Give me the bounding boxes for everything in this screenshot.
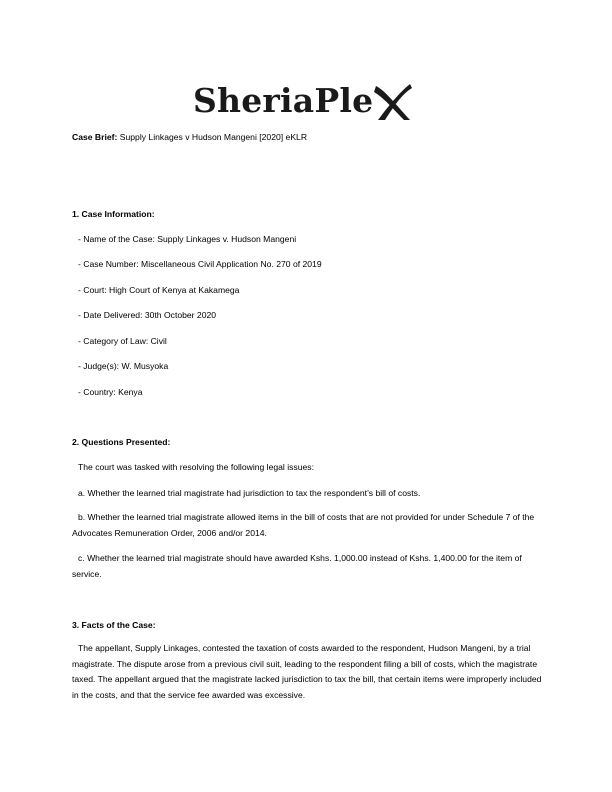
section-questions-presented-title: 2. Questions Presented: (72, 437, 171, 447)
facts-body: The appellant, Supply Linkages, contested the taxation of costs awarded to the respondent, Hudson Mangeni, by a trial magistrate. The dispute arose from a previous civil suit, leading to the respondent filing a bill of costs, which the magistrate taxed. The appellant argued that the magistrate lacked jurisdiction to tax the bill, that certain items were improperly included in the costs, and that the service fee awarded was excessive. (72, 643, 542, 700)
case-info-item: - Case Number: Miscellaneous Civil Application No. 270 of 2019 (78, 259, 322, 269)
case-info-item: - Category of Law: Civil (78, 336, 167, 346)
case-info-item: - Date Delivered: 30th October 2020 (78, 310, 217, 320)
case-info-item: - Country: Kenya (78, 387, 143, 397)
case-brief-label: Case Brief: (72, 132, 118, 142)
section-case-information-title: 1. Case Information: (72, 209, 155, 219)
x-swoosh-logo-mark-icon (374, 82, 412, 122)
sheriaplex-logo (193, 78, 412, 122)
section-facts-title: 3. Facts of the Case: (72, 620, 156, 630)
case-brief-title: Supply Linkages v Hudson Mangeni [2020] eKLR (117, 132, 308, 142)
question-a: a. Whether the learned trial magistrate had jurisdiction to tax the respondent’s bill of costs. (78, 488, 421, 498)
question-c: c. Whether the learned trial magistrate should have awarded Kshs. 1,000.00 instead of Kshs. 1,400.00 for the item of service. (72, 553, 522, 579)
questions-intro: The court was tasked with resolving the following legal issues: (78, 462, 314, 472)
case-brief-heading (72, 132, 307, 142)
question-b: b. Whether the learned trial magistrate allowed items in the bill of costs that are not provided for under Schedule 7 of the Advocates Remuneration Order, 2006 and/or 2014. (72, 512, 535, 538)
case-info-item: - Name of the Case: Supply Linkages v. Hudson Mangeni (78, 234, 297, 244)
case-info-item: - Court: High Court of Kenya at Kakamega (78, 285, 240, 295)
case-info-item: - Judge(s): W. Musyoka (78, 361, 169, 371)
logo-wordmark: SheriaPle (193, 80, 374, 120)
